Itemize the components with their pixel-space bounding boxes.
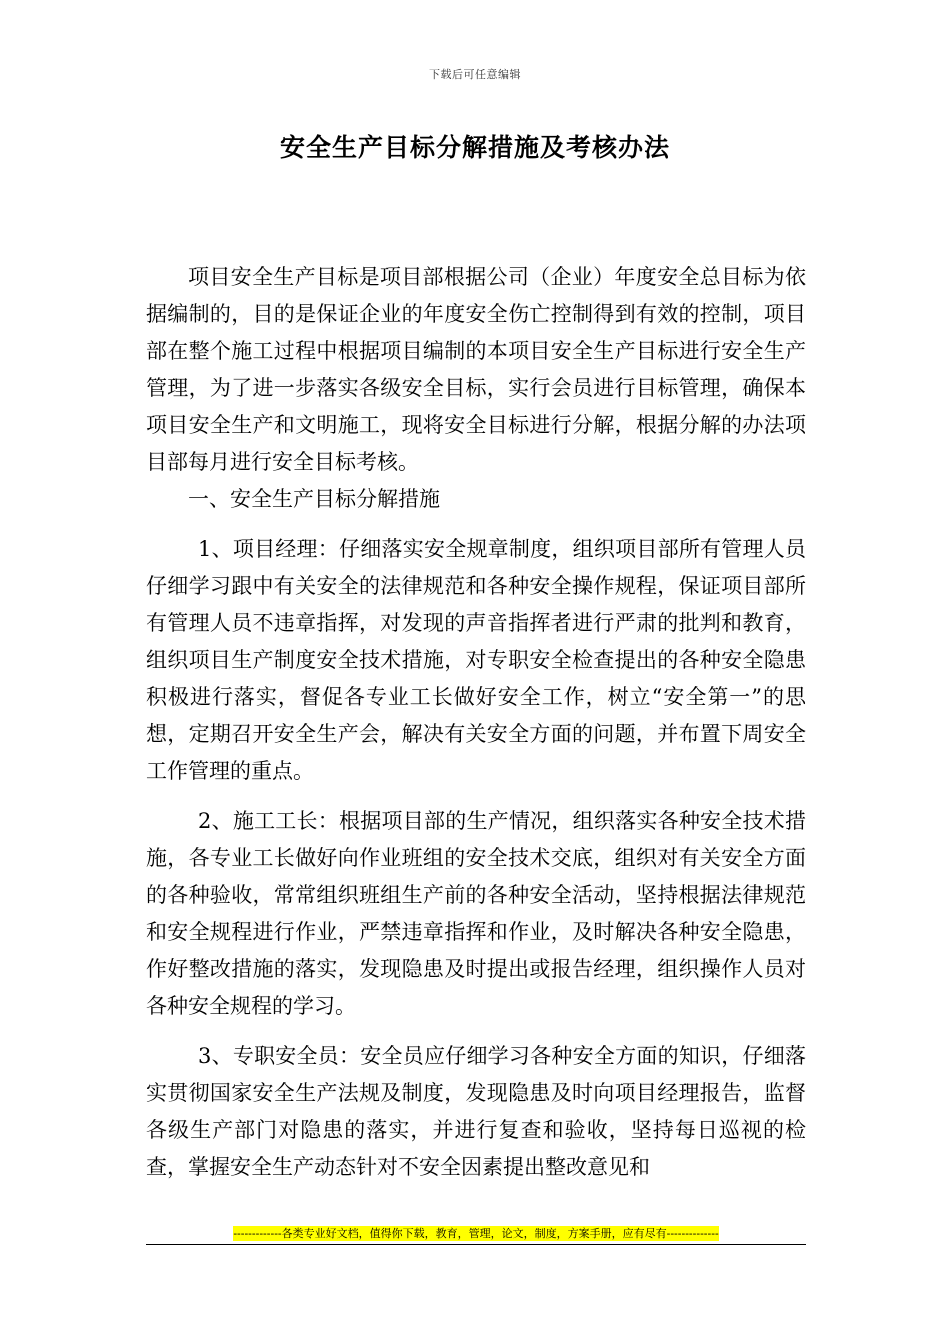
item-project-manager: 1、项目经理：仔细落实安全规章制度，组织项目部所有管理人员仔细学习跟中有关安全的法律规范和各种安全操作规程，保证项目部所有管理人员不违章指挥，对发现的声音指挥者进行严肃的批判和教育，组织项目生产制度安全技术措施，对专职安全检查提出的各种安全隐患积极进行落实，督促各专业工长做好安全工作，树立“安全第一”的思想，定期召开安全生产会，解决有关安全方面的问题，并布置下周安全工作管理的重点。 [146, 537, 806, 783]
footer-rule [146, 1244, 806, 1245]
document-body [146, 259, 806, 1186]
footer-banner: -------------各类专业好文档，值得你下载，教育，管理，论文，制度，方案手册，应有尽有-------------- [233, 1227, 719, 1240]
header-note: 下载后可任意编辑 [429, 68, 521, 81]
intro-paragraph: 项目安全生产目标是项目部根据公司（企业）年度安全总目标为依据编制的，目的是保证企业的年度安全伤亡控制得到有效的控制，项目部在整个施工过程中根据项目编制的本项目安全生产目标进行安全生产管理，为了进一步落实各级安全目标，实行会员进行目标管理，确保本项目安全生产和文明施工，现将安全目标进行分解，根据分解的办法项目部每月进行安全目标考核。 [146, 265, 806, 474]
item-construction-foreman: 2、施工工长：根据项目部的生产情况，组织落实各种安全技术措施，各专业工长做好向作业班组的安全技术交底，组织对有关安全方面的各种验收，常常组织班组生产前的各种安全活动，坚持根据法律规范和安全规程进行作业，严禁违章指挥和作业，及时解决各种安全隐患，作好整改措施的落实，发现隐患及时提出或报告经理，组织操作人员对各种安全规程的学习。 [146, 809, 806, 1018]
document-title: 安全生产目标分解措施及考核办法 [279, 133, 670, 162]
page-footer [146, 1225, 806, 1245]
item-safety-officer: 3、专职安全员：安全员应仔细学习各种安全方面的知识，仔细落实贯彻国家安全生产法规及制度，发现隐患及时向项目经理报告，监督各级生产部门对隐患的落实，并进行复查和验收，坚持每日巡视的检查，掌握安全生产动态针对不安全因素提出整改意见和 [146, 1044, 806, 1179]
section-heading: 一、安全生产目标分解措施 [188, 487, 440, 511]
